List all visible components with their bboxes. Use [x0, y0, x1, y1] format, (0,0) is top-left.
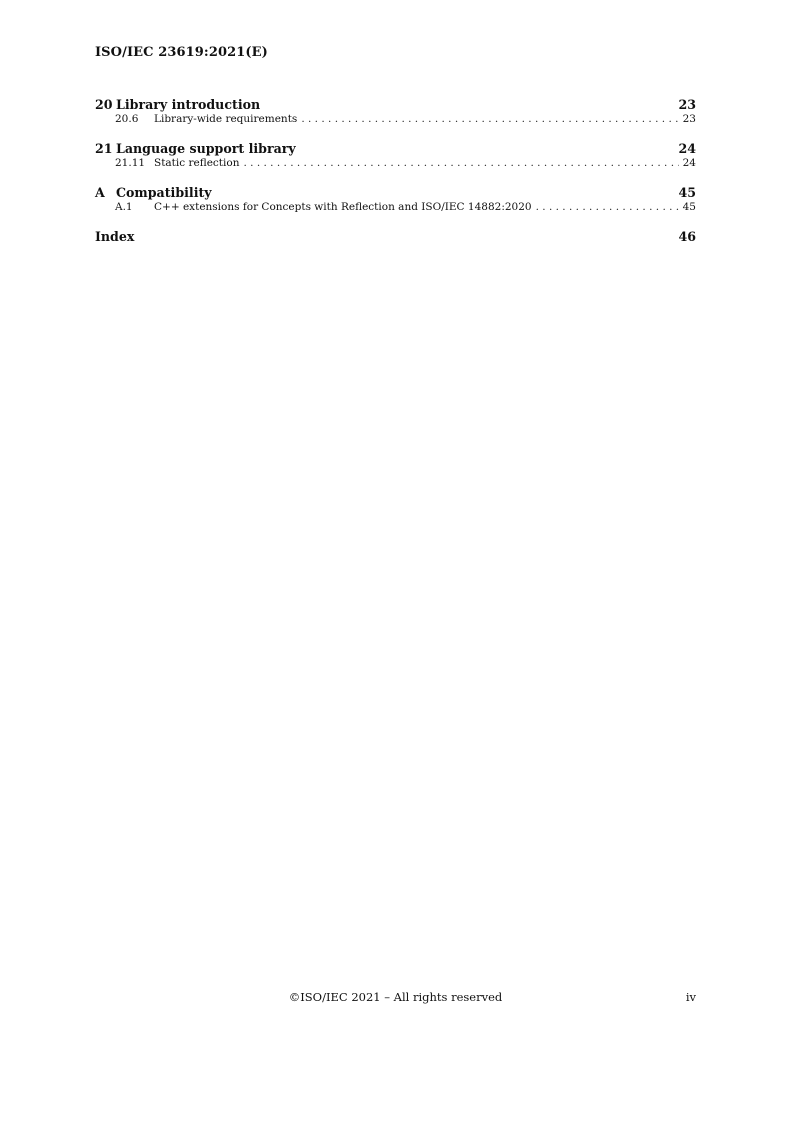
- section-page-number: 45: [682, 201, 696, 213]
- page-footer: [95, 990, 696, 1006]
- toc-section-row[interactable]: [95, 113, 696, 126]
- toc-index-row[interactable]: [95, 229, 696, 245]
- document-header: ISO/IEC 23619:2021(E): [95, 45, 268, 60]
- toc-chapter-row[interactable]: [95, 97, 696, 113]
- page-number: iv: [685, 990, 696, 1004]
- chapter-number: 20: [95, 97, 113, 112]
- section-number: A.1: [115, 201, 133, 213]
- dot-leader: [536, 201, 679, 214]
- section-number: 21.11: [115, 157, 146, 169]
- index-page-number: 46: [678, 229, 696, 244]
- toc-chapter-21: [95, 141, 696, 170]
- chapter-title: Library introduction: [116, 97, 261, 112]
- index-title: Index: [95, 229, 135, 244]
- toc-chapter-20: [95, 97, 696, 126]
- chapter-number: 21: [95, 141, 113, 156]
- toc-chapter-row[interactable]: [95, 185, 696, 201]
- section-page-number: 24: [682, 157, 696, 169]
- chapter-page-number: 45: [678, 185, 696, 200]
- section-title: Static reflection: [154, 157, 240, 169]
- section-title: C++ extensions for Concepts with Reflection and ISO/IEC 14882:2020: [154, 201, 532, 213]
- chapter-page-number: 23: [678, 97, 696, 112]
- toc-section-row[interactable]: [95, 201, 696, 214]
- section-page-number: 23: [682, 113, 696, 125]
- copyright-notice: ©ISO/IEC 2021 – All rights reserved: [288, 990, 503, 1004]
- toc-index: [95, 229, 696, 245]
- toc-chapter-row[interactable]: [95, 141, 696, 157]
- dot-leader: [243, 157, 678, 170]
- chapter-title: Compatibility: [116, 185, 212, 200]
- section-title: Library-wide requirements: [154, 113, 298, 125]
- dot-leader: [301, 113, 678, 126]
- toc-section-row[interactable]: [95, 157, 696, 170]
- toc-annex-a: [95, 185, 696, 214]
- section-number: 20.6: [115, 113, 139, 125]
- chapter-title: Language support library: [116, 141, 296, 156]
- chapter-page-number: 24: [678, 141, 696, 156]
- table-of-contents: [95, 97, 696, 260]
- chapter-number: A: [95, 185, 105, 200]
